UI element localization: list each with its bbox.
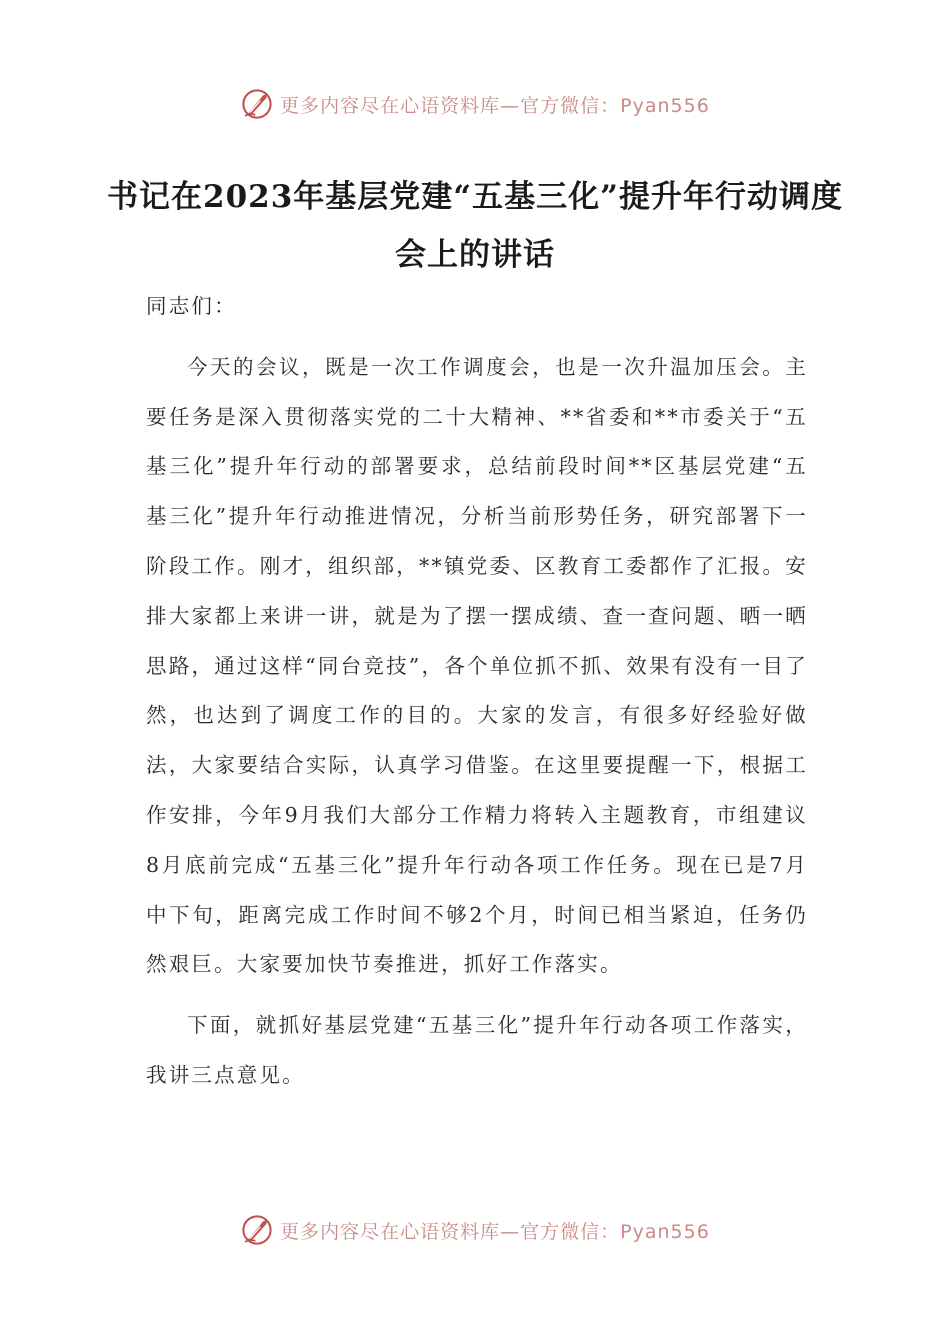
paragraph-2: 下面，就抓好基层党建“五基三化”提升年行动各项工作落实，我讲三点意见。	[146, 1013, 808, 1087]
quill-logo-icon	[240, 87, 274, 121]
header-watermark	[0, 84, 950, 124]
footer-watermark	[0, 1210, 950, 1250]
document-title: 书记在2023年基层党建“五基三化”提升年行动调度会上的讲话	[107, 179, 843, 273]
document-body	[146, 282, 808, 1101]
watermark-text: 更多内容尽在心语资料库—官方微信：Pyan556	[280, 94, 710, 117]
watermark-text: 更多内容尽在心语资料库—官方微信：Pyan556	[280, 1220, 710, 1243]
paragraph-1: 今天的会议，既是一次工作调度会，也是一次升温加压会。主要任务是深入贯彻落实党的二十大精神、**省委和**市委关于“五基三化”提升年行动的部署要求，总结前段时间**区基层党建“五基三化”提升年行动推进情况，分析当前形势任务，研究部署下一阶段工作。刚才，组织部，**镇党委、区教育工委都作了汇报。安排大家都上来讲一讲，就是为了摆一摆成绩、查一查问题、晒一晒思路，通过这样“同台竞技”，各个单位抓不抓、效果有没有一目了然，也达到了调度工作的目的。大家的发言，有很多好经验好做法，大家要结合实际，认真学习借鉴。在这里要提醒一下，根据工作安排，今年9月我们大部分工作精力将转入主题教育，市组建议8月底前完成“五基三化”提升年行动各项工作任务。现在已是7月中下旬，距离完成工作时间不够2个月，时间已相当紧迫，任务仍然艰巨。大家要加快节奏推进，抓好工作落实。	[146, 354, 808, 977]
quill-logo-icon	[240, 1213, 274, 1247]
salutation: 同志们：	[146, 294, 237, 318]
